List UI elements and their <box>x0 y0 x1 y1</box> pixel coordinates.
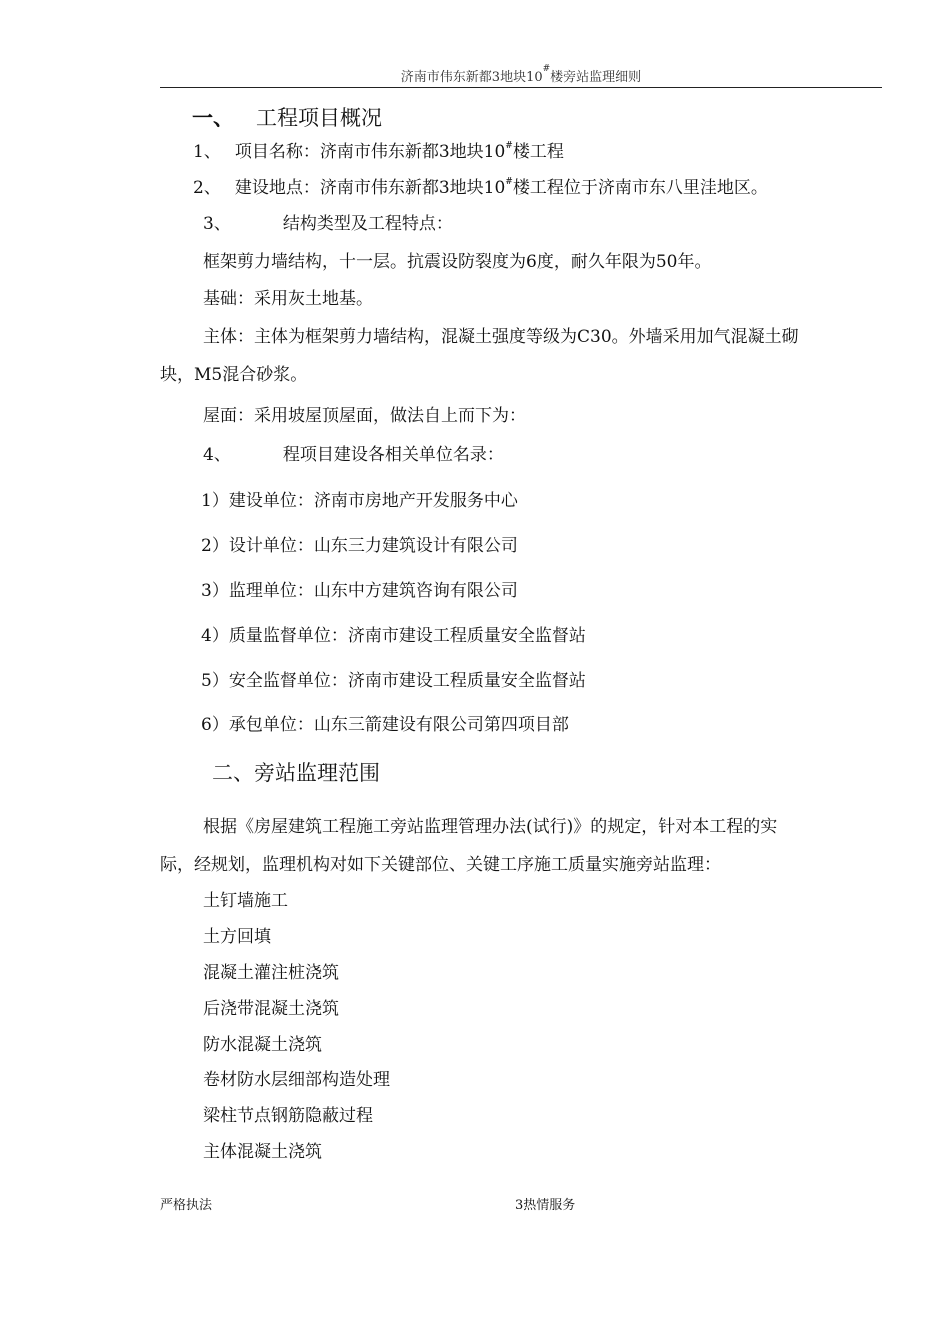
footer-right: 热情服务 <box>523 1198 576 1213</box>
paragraph-roof: 屋面：采用坡屋顶屋面，做法自上而下为： <box>203 406 526 426</box>
section1-title: 工程项目概况 <box>256 106 382 130</box>
page-number: 3 <box>515 1198 524 1213</box>
scope-item: 梁柱节点钢筋隐蔽过程 <box>203 1106 373 1126</box>
item1-text-pre: 项目名称：济南市伟东新都3地块10 <box>234 142 506 162</box>
footer-page-number <box>515 1194 575 1213</box>
page-header <box>160 66 882 85</box>
item3-text: 结构类型及工程特点： <box>282 214 453 234</box>
header-text-post: 楼旁站监理细则 <box>550 70 642 85</box>
unit-contractor: 6）承包单位：山东三箭建设有限公司第四项目部 <box>201 715 569 735</box>
unit-quality-supervision: 4）质量监督单位：济南市建设工程质量安全监督站 <box>201 626 586 646</box>
item1-sup: # <box>505 141 513 151</box>
item-structure-type <box>203 216 453 233</box>
scope-item: 主体混凝土浇筑 <box>203 1142 322 1162</box>
item-build-location <box>193 177 768 198</box>
paragraph-main-body-line1: 主体：主体为框架剪力墙结构，混凝土强度等级为C30。外墙采用加气混凝土砌 <box>203 327 799 347</box>
item4-text: 程项目建设各相关单位名录： <box>282 445 504 465</box>
paragraph-frame-structure: 框架剪力墙结构，十一层。抗震设防裂度为6度，耐久年限为50年。 <box>203 252 712 272</box>
item2-text-pre: 建设地点：济南市伟东新都3地块10 <box>234 178 506 198</box>
header-rule <box>160 87 882 88</box>
unit-supervisor: 3）监理单位：山东中方建筑咨询有限公司 <box>201 581 518 601</box>
header-text-pre: 济南市伟东新都3地块10 <box>400 70 543 85</box>
item4-number: 4、 <box>203 445 231 465</box>
unit-designer: 2）设计单位：山东三力建筑设计有限公司 <box>201 536 518 556</box>
section2-heading: 二、旁站监理范围 <box>212 761 380 785</box>
paragraph-foundation: 基础：采用灰土地基。 <box>203 289 373 309</box>
item3-number: 3、 <box>203 214 231 234</box>
item2-number: 2、 <box>193 178 221 198</box>
paragraph-main-body-line2: 块，M5混合砂浆。 <box>160 365 308 385</box>
unit-developer: 1）建设单位：济南市房地产开发服务中心 <box>201 491 518 511</box>
section1-heading <box>192 108 382 129</box>
paragraph-scope-line2: 际，经规划，监理机构对如下关键部位、关键工序施工质量实施旁站监理： <box>160 855 721 875</box>
scope-item: 后浇带混凝土浇筑 <box>203 999 339 1019</box>
scope-item: 混凝土灌注桩浇筑 <box>203 963 339 983</box>
scope-item: 卷材防水层细部构造处理 <box>203 1070 390 1090</box>
item1-number: 1、 <box>193 142 221 162</box>
unit-safety-supervision: 5）安全监督单位：济南市建设工程质量安全监督站 <box>201 671 586 691</box>
footer-left: 严格执法 <box>160 1198 213 1213</box>
item1-text-post: 楼工程 <box>512 142 564 162</box>
header-sup: # <box>542 64 551 74</box>
scope-item: 防水混凝土浇筑 <box>203 1035 322 1055</box>
item2-sup: # <box>505 177 513 187</box>
item-project-name <box>193 141 564 162</box>
paragraph-scope-line1: 根据《房屋建筑工程施工旁站监理管理办法(试行)》的规定，针对本工程的实 <box>203 817 778 837</box>
scope-item: 土方回填 <box>203 927 271 947</box>
section1-number: 一、 <box>192 106 234 130</box>
item-related-units <box>203 447 504 464</box>
scope-item: 土钉墙施工 <box>203 891 288 911</box>
item2-text-post: 楼工程位于济南市东八里洼地区。 <box>512 178 768 198</box>
